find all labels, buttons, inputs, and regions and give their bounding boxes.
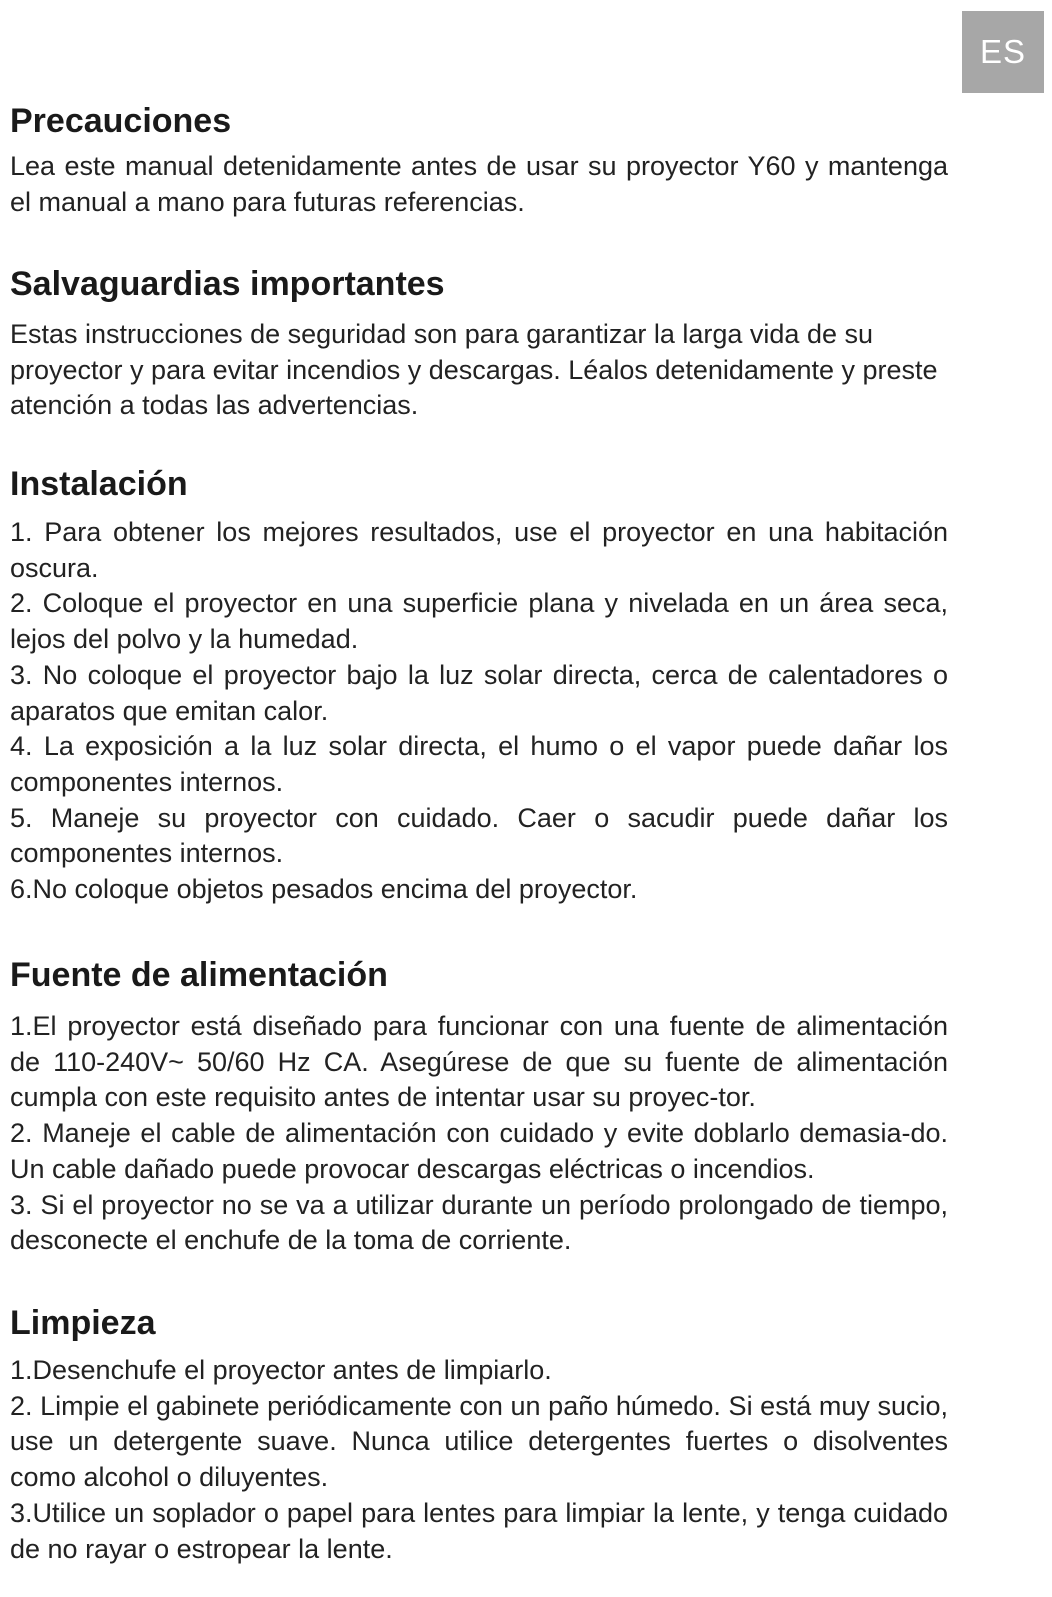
section-body-precauciones [10,149,948,220]
list-item: 2. Limpie el gabinete periódicamente con un paño húmedo. Si está muy sucio, use un detergente suave. Nunca utilice detergentes fuertes o disolventes como alcohol o diluyentes. [10,1390,948,1493]
list-item: 1. Para obtener los mejores resultados, use el proyector en una habitación oscura. [10,517,948,583]
list-item: 4. La exposición a la luz solar directa, el humo o el vapor puede dañar los componentes internos. [10,731,948,797]
section-title-instalacion: Instalación [10,465,188,503]
paragraph: Estas instrucciones de seguridad son para garantizar la larga vida de su proyector y para evitar incendios y descargas. Léalos detenidamente y preste atención a todas las advertencias. [10,319,938,421]
section-body-fuente [10,1009,948,1259]
language-tab: ES [962,11,1044,93]
list-item: 6.No coloque objetos pesados encima del proyector. [10,874,638,905]
list-item: 3. No coloque el proyector bajo la luz solar directa, cerca de calentadores o aparatos que emitan calor. [10,659,948,726]
list-item: 2. Coloque el proyector en una superficie plana y nivelada en un área seca, lejos del polvo y la humedad. [10,588,948,655]
list-item: 5. Maneje su proyector con cuidado. Caer o sacudir puede dañar los componentes internos. [10,802,948,869]
section-body-salvaguardias [10,317,948,424]
section-title-salvaguardias: Salvaguardias importantes [10,265,445,303]
section-title-limpieza: Limpieza [10,1304,156,1342]
list-item: 1.El proyector está diseñado para funcionar con una fuente de alimentación de 110-240V~ 50/60 Hz CA. Asegúrese de que su fuente de alimentación cumpla con este requisito antes de intentar usar su proyec-tor. [10,1011,948,1113]
section-title-fuente: Fuente de alimentación [10,956,388,994]
list-item: 2. Maneje el cable de alimentación con cuidado y evite doblarlo demasia-do. Un cable dañado puede provocar descargas eléctricas o incendios. [10,1118,948,1184]
list-item: 3. Si el proyector no se va a utilizar durante un período prolongado de tiempo, desconecte el enchufe de la toma de corriente. [10,1189,948,1256]
paragraph: Lea este manual detenidamente antes de usar su proyector Y60 y mantenga el manual a mano para futuras referencias. [10,151,948,217]
section-body-instalacion [10,515,948,908]
section-body-limpieza [10,1353,948,1567]
list-item: 1.Desenchufe el proyector antes de limpiarlo. [10,1355,552,1385]
section-title-precauciones: Precauciones [10,102,232,140]
list-item: 3.Utilice un soplador o papel para lentes para limpiar la lente, y tenga cuidado de no rayar o estropear la lente. [10,1497,948,1564]
